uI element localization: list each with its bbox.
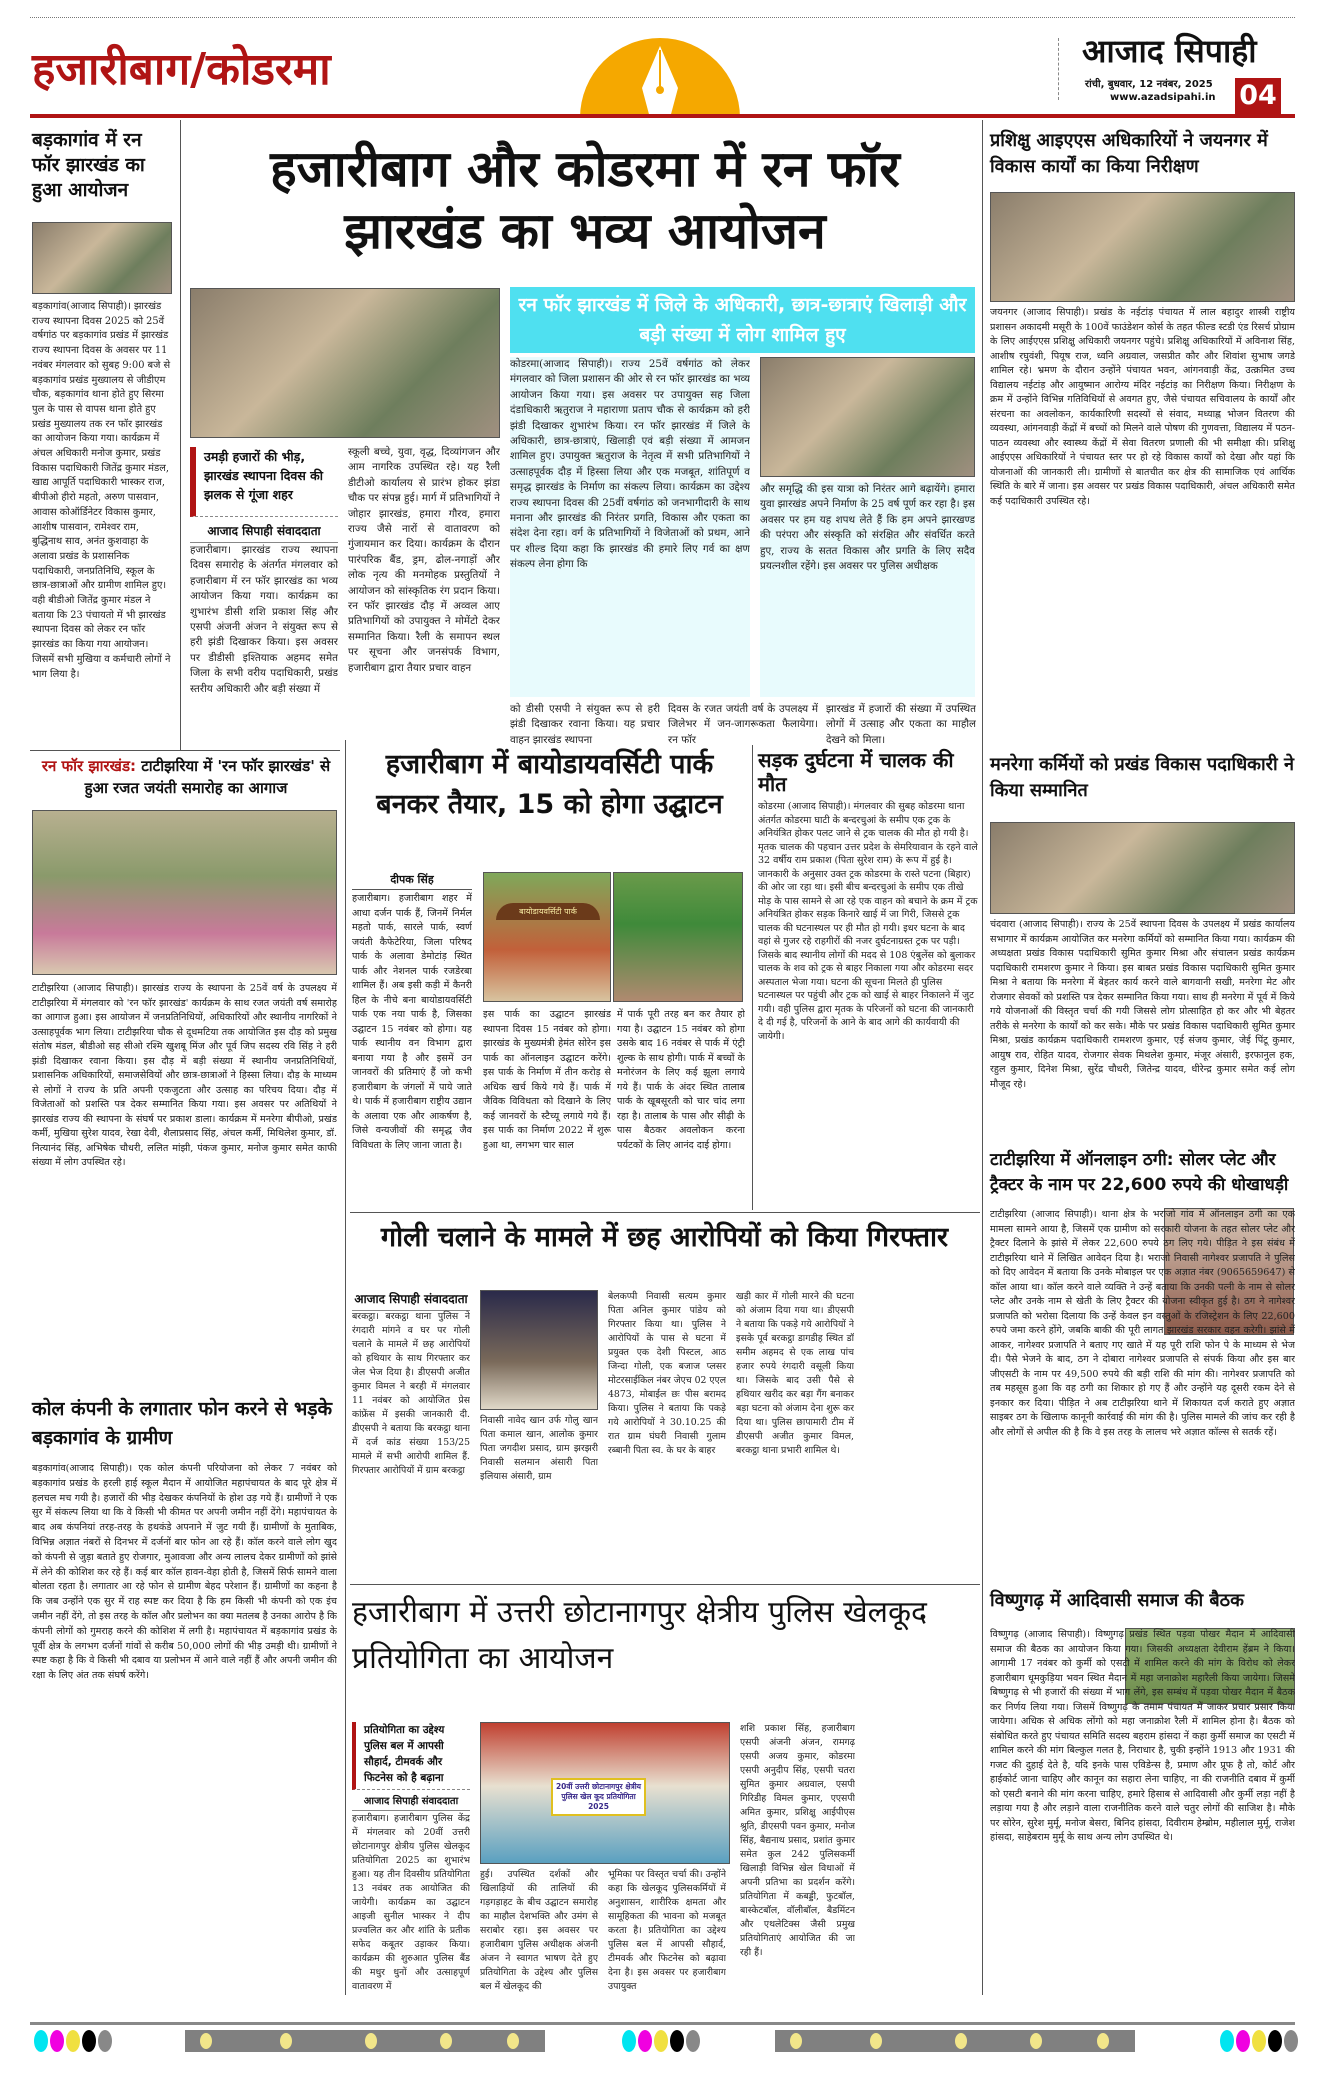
police-sports-pullquote: प्रतियोगिता का उद्देश्य पुलिस बल में आपसी सौहार्द, टीमवर्क और फिटनेस को है बढ़ाना (352, 1722, 470, 1790)
tatijhariya-run-title: टाटीझरिया में 'रन फॉर झारखंड' से हुआ रजत जयंती समारोह का आगाज (84, 757, 331, 797)
park-display-photo (613, 872, 743, 1002)
main-headline: हजारीबाग और कोडरमा में रन फॉर झारखंड का भव्य आयोजन (270, 140, 900, 260)
barkagaon-run-headline: बड़कागांव में रन फॉर झारखंड का हुआ आयोजन (32, 129, 145, 201)
color-registration-marks-center (622, 2030, 702, 2056)
mnrega-headline: मनरेगा कर्मियों को प्रखंड विकास पदाधिकारी ने किया सम्मानित (990, 754, 1294, 801)
tatijhariya-run-kicker: रन फॉर झारखंड: (41, 757, 136, 775)
adivasi-body: विष्णुगढ़ (आजाद सिपाही)। विष्णुगढ़ प्रखंड स्थित पड़वा पोखर मैदान में आदिवासी समाज की बैठक का आयोजन किया गया। जिसकी अध्यक्षता देवीराम हेंब्रम ने किया। आगामी 17 नवंबर को कुर्मी को एसटी में शामिल करने की मांग के विरोध को लेकर हजारीबाग धूमकुड़िया भवन स्थित मैदान में महा जनाक्रोश महारैली किया जायेगा। जिसमे बिष्णुगढ़ से भी हजारों की संख्या में भाग लेंगे, इस सम्बंध में पड़वा पोखर मैदान में बैठक कर निर्णय लिया गया। जिसमें विष्णुगढ़ के तमाम पंचायत में जाकर प्रचार प्रसार किया जायेगा। अधिक से अधिक लोंगो को महा जनाक्रोश रैली में शामिल होना है। बैठक को संबोधित करते हुए पंचायत समिति सदस्य बहराम हांसदा नें कहा कुर्मी समाज का एसटी में शामिल करने की मांग बिल्कुल गलत है, निराधार है, चुकी इन्होंने 1913 और 1931 की गजट की दुहाई देते है, यदि इनके पास एविडेन्स है, प्रमाण और प्रूफ है तो, कोर्ट और हाईकोर्ट जाना चाहिए और कानून का सहारा लेना चाहिए, ना की राजनीति दबाव में कुर्मी को एसटी बनाने की मांग करना चाहिए, हमारे हिसाब से आदिवासी और कुर्मी लड़ा नहीं है लड़ाया गया है और लड़ाने वाला राजनीतिक करने वाले चतुर लोगों की साजिश है। मौके पर सोरेन, सुरेश मुर्मू, मनोज बेसरा, बिनिद हांसदा, दिवीराम हेम्ब्रोम, महीलाल मुर्मू, राजेश हांसदा, साहेबराम मुर्मू के साथ अन्य लोग उपस्थित थे। (990, 1629, 1295, 1843)
kodarma-winners-photo (760, 357, 975, 477)
police-sports-col2: हुई। उपस्थित दर्शकों और खिलाड़ियों की तालियों की गड़गड़ाहट के बीच उद्घाटन समारोह का माहौल देशभक्ति और उमंग से सराबोर रहा। इस अवसर पर हजारीबाग पुलिस अधीक्षक अंजनी अंजन ने स्वागत भाषण देते हुए प्रतियोगिता के उद्देश्य और पुलिस बल में खेलकूद की (480, 1869, 598, 1992)
mnrega-body: चंदवारा (आजाद सिपाही)। राज्य के 25वें स्थापना दिवस के उपलक्ष्य में प्रखंड कार्यालय सभागार में कार्यक्रम आयोजित कर मनरेगा कर्मियों को सम्मानित किया गया। कार्यक्रम की अध्यक्षता प्रखंड विकास पदाधिकारी सुमित कुमार मिश्रा और संचालन प्रखंड कार्यक्रम पदाधिकारी रामशरण कुमार ने किया। इस बाबत प्रखंड विकास पदाधिकारी सुमित कुमार मिश्रा ने बताया कि मनरेगा में बेहतर कार्य करने वाले बागवानी सखी, मनरेगा मेट और रोजगार सेवकों को प्रशस्ति पत्र देकर सम्मानित किया गया। साथ ही मनरेगा में पूर्व में किये गये योजनाओं की विस्तृत चर्चा की गयी जिससे लोग प्रोत्साहित हो कर और भी बेहतर तरीके से मनरेगा के कार्यों को कर सके। मौके पर प्रखंड विकास पदाधिकारी सुमित कुमार मिश्रा, प्रखंड कार्यक्रम पदाधिकारी रामशरण कुमार, एई संजय कुमार, जेई पिंटू कुमार, आयुष राव, रोहित यादव, रोजगार सेवक मिथलेश कुमार, मंजूर अंसारी, इरफानुल हक, रहुल कुमार, दिनेश मिश्रा, सुरेंद्र चौधरी, जितेन्द्र यादव, धीरेन्द्र कुमार समेत कई लोग मौजूद रहे। (990, 919, 1295, 1090)
park-col1: हजारीबाग। हजारीबाग शहर में आधा दर्जन पार्क हैं, जिनमें निर्मल महतो पार्क, सारले पार्क, स्वर्ण जयंती कैफेटेरिया, जिला परिषद पार्क के अलावा डेमोटांड़ स्थित पार्क और नेशनल पार्क रजडेरबा शामिल हैं। अब इसी कड़ी में कैनरी हिल के नीचे बना बायोडायवर्सिटी पार्क एक नया पार्क है, जिसका उद्घाटन 15 नवंबर को होगा। यह पार्क स्थानीय वन विभाग द्वारा बनाया गया है और इसमें उन जानवरों की प्रतिमाएं हैं जो कभी हजारीबाग के जंगलों में पाये जाते थे। पार्क में हजारीबाग राष्ट्रीय उद्यान के अलावा एक और आकर्षण है, जिसे वन्यजीवों की समृद्ध जैव विविधता के लिए जाना जाता है। (352, 893, 472, 1151)
ias-body: जयनगर (आजाद सिपाही)। प्रखंड के नईटांड़ पंचायत में लाल बहादुर शास्त्री राष्ट्रीय प्रशासन अकादमी मसूरी के 100वें फाउंडेशन कोर्स के तहत फील्ड स्टडी एंड रिसर्च प्रोग्राम के लिए आईएएस प्रशिक्षु अधिकारी जयनगर पहुंचे। प्रशिक्षु अधिकारियों में अविनाश सिंह, आशीष रघुवंशी, पियूष राज, ध्वनि अग्रवाल, जसप्रीत कौर और शिवांश सुभाष जगडे शामिल रहे। भ्रमण के दौरान उन्होंने पंचायत भवन, आंगनवाड़ी केंद्र, उत्क्रमित उच्च विद्यालय नईटांड़ और आयुष्मान आरोग्य मंदिर नईटांड़ का निरीक्षण किया। निरीक्षण के क्रम में उन्होंने विभिन्न गतिविधियों से अवगत हुए, जैसे पंचायत सचिवालय के कार्यों और संरचना का अवलोकन, कार्यकारिणी सदस्यों से संवाद, मध्याह्न भोजन वितरण की व्यवस्था, आंगनवाड़ी केंद्रों में बच्चों को मिलने वाले पोषण की गुणवत्ता, विद्यालय में पठन-पाठन व्यवस्था और स्वास्थ्य केंद्रों में सेवा वितरण प्रणाली की भी समीक्षा की। प्रशिक्षु आईएएस अधिकारियों ने पंचायत स्तर पर हो रहे विकास कार्यों को देखा और यहां कि योजनाओं की जानकारी ली। ग्रामीणों से बातचीत कर क्षेत्र की सामाजिक एवं आर्थिक स्थिति के बारे में जाना। इस अवसर पर प्रखंड विकास पदाधिकारी, अंचल अधिकारी समेत कई पदाधिकारी उपस्थित रहे। (990, 307, 1295, 507)
barkagaon-run-photo (32, 222, 172, 294)
section-title: हजारीबाग/कोडरमा (32, 44, 331, 95)
pen-nib-icon (580, 38, 740, 118)
mnrega-photo (990, 822, 1295, 914)
accident-body: कोडरमा (आजाद सिपाही)। मंगलवार की सुबह कोडरमा थाना अंतर्गत कोडरमा घाटी के बन्दरचुआं के समीप एक ट्रक के अनियंत्रित होकर पलट जाने से ट्रक चालक की मौत हो गयी है। मृतक चालक की पहचान उत्तर प्रदेश के सेमरियावान के रहने वाले 32 वर्षीय राम प्रकाश (पिता सुरेश राम) के रूप में हुई है। जानकारी के अनुसार उक्त ट्रक कोडरमा के रास्ते पटना (बिहार) की ओर जा रहा था। इसी बीच बन्दरचुआं के समीप एक तीखे मोड़ के पास सामने से आ रहे एक वाहन को बचाने के क्रम में ट्रक अनियंत्रित होकर सड़क किनारे खाई में जा गिरी, जिससे ट्रक चालक की घटनास्थल पर ही मौत हो गयी। इधर घटना के बाद वहां से गुजर रहे राहगीरों की नजर दुर्घटनाग्रस्त ट्रक पर पड़ी। जिसके बाद स्थानीय लोगों की मदद से 108 एंबुलेंस को बुलाकर चालक के शव को ट्रक से बाहर निकाला गया और कोडरमा सदर अस्पताल भेजा गया। घटना की सूचना मिलते ही पुलिस घटनास्थल पर पहुंची और ट्रक को खाई से बाहर निकालने में जुट गयी। वही पुलिस द्वारा मृतक के परिजनों को घटना की जानकारी दे दी गई है, परिजनों के आने के बाद आगे की कार्यवायी की जायेगी। (758, 801, 978, 1042)
adivasi-headline: विष्णुगढ़ में आदिवासी समाज की बैठक (990, 1590, 1244, 1611)
police-sports-photo (480, 1722, 730, 1864)
park-col2: इस पार्क का उद्घाटन झारखंड स्थापना दिवस 15 नवंबर को होगा। झारखंड के मुख्यमंत्री हेमंत सोरेन इस पार्क का ऑनलाइन उद्घाटन करेंगे। इस पार्क के निर्माण में तीन करोड़ से अधिक खर्च किये गये हैं। पार्क में जैविक विविधता को दिखाने के लिए कई जानवरों के स्टैच्यू लगाये गये हैं। इस पार्क का निर्माण 2022 में शुरू हुआ था, लगभग चार साल (483, 1009, 611, 1151)
police-sports-banner: 20वीं उत्तरी छोटानागपुर क्षेत्रीय पुलिस खेल कूद प्रतियोगिता 2025 (551, 1778, 646, 1816)
kodarma-col2: और समृद्धि की इस यात्रा को निरंतर आगे बढ़ायेंगे। हमारा युवा झारखंड अपने निर्माण के 25 वर्ष पूर्ण कर रहा है। इस अवसर पर हम यह शपथ लेते हैं कि हम अपने झारखण्ड की परंपरा और संस्कृति को संरक्षित और संवर्धित करते हुए, राज्य के सतत विकास और प्रगति के लिए सदैव प्रयत्नशील रहेंगे। इस अवसर पर पुलिस अधीक्षक (760, 482, 975, 697)
main-story-tail3: झारखंड में हजारों की संख्या में उपस्थित लोगों में उत्साह और एकता का माहौल देखने को मिला। (826, 703, 976, 746)
arrest-headline: गोली चलाने के मामले में छह आरोपियों को किया गिरफ्तार (380, 1222, 949, 1253)
main-story-subhead: रन फॉर झारखंड में जिले के अधिकारी, छात्र-छात्राएं खिलाड़ी और बड़ी संख्या में लोग शामिल हुए (510, 287, 975, 353)
police-sports-headline: हजारीबाग में उत्तरी छोटानागपुर क्षेत्रीय पुलिस खेलकूद प्रतियोगिता का आयोजन (352, 1595, 927, 1676)
park-sign: बायोडायवर्सिटी पार्क (496, 903, 600, 920)
pen-nib-logo (580, 38, 740, 118)
park-col3: में पार्क पूरी तरह बन कर तैयार हो गया है। उद्घाटन 15 नवंबर को होगा उसके बाद 16 नवंबर से पार्क में एंट्री शुल्क के साथ होगी। पार्क में बच्चों के मनोरंजन के लिए कई झूला लगाये गये हैं। पार्क के अंदर स्थित तालाब पार्क के खूबसूरती को चार चांद लगा रहा है। तालाब के पास और सीढ़ी के पास बैठकर अवलोकन करना पर्यटकों के लिए आनंद दाई होगा। (617, 1009, 745, 1151)
coal-body: बड़कागांव(आजाद सिपाही)। एक कोल कंपनी परियोजना को लेकर 7 नवंबर को बड़कागांव प्रखंड के हरली हाई स्कूल मैदान में आयोजित महापंचायत के बाद पूरे क्षेत्र में हलचल मच गयी है। हजारों की भीड़ देखकर कंपनियों के होश उड़ गये हैं। ग्रामीणों ने एक सुर में संकल्प लिया था कि वे किसी भी कीमत पर अपनी जमीन नहीं देंगे। महापंचायत के बाद अब कंपनियां तरह-तरह के हथकंडे अपनाने में जुट गयी हैं। ग्रामीणों के मुताबिक, विभिन्न अज्ञात नंबरों से दिनभर में दर्जनों बार फोन आ रहे हैं। कॉल करने वाले लोग खुद को कंपनी से जुड़ा बताते हुए रोजगार, मुआवजा और अन्य लालच देकर ग्रामीणों को झांसे में लेने की कोशिश कर रहे हैं। कई बार कॉल हावन-वेहा होती है, जिसमें सिर्फ सामने वाला बोलता रहता है। लगातार आ रहे फोन से ग्रामीण बेहद परेशान हैं। ग्रामीणों का कहना है कि जब उन्होंने एक सुर में राह स्पष्ट कर दिया है कि हम किसी भी कंपनी को एक इंच जमीन नहीं देंगे, तो इस तरह के कॉल और प्रलोभन का क्या मतलब है उनका आरोप है कि कंपनी लोगों को गुमराह करने की कोशिश में लगी है। महापंचायत में बड़कागांव प्रखंड के पूर्वी क्षेत्र के लगभग दर्जनों गांवों से करीब 50,000 लोगों की भीड़ उमड़ी थी। ग्रामीणों ने स्पष्ट कहा है कि वे किसी भी दबाव या प्रलोभन में आने वाले नहीं हैं और अपनी जमीन की रक्षा के लिए अंत तक संघर्ष करेंगे। (32, 1463, 337, 1682)
tatijhariya-run-headline (32, 755, 340, 799)
arrest-col1: बरकट्ठा। बरकट्ठा थाना पुलिस ने रंगदारी मांगने व घर पर गोली चलाने के मामले में छह आरोपियों को हथियार के साथ गिरफ्तार कर जेल भेज दिया है। डीएसपी अजीत कुमार विमल ने बरही में मंगलवार 11 नवंबर को आयोजित प्रेस कांफ्रेंस में इसकी जानकारी दी. डीएसपी ने बताया कि बरकट्ठा थाना में दर्ज कांड संख्या 153/25 मामले में सभी आरोपी शामिल हैं. गिरफ्तार आरोपियों में ग्राम बरकट्ठा (352, 1311, 470, 1476)
main-story-tail1: को डीसी एसपी ने संयुक्त रूप से हरी झंडी दिखाकर रवाना किया। यह प्रचार वाहन झारखंड स्थापना (510, 703, 660, 746)
tatijhariya-run-photo (32, 810, 337, 975)
arrest-col3: बेलकप्पी निवासी सत्यम कुमार पिता अनिल कुमार पांडेय को गिरफ्तार किया था। पुलिस ने आरोपियों के पास से घटना में प्रयुक्त एक देशी पिस्टल, आठ जिन्दा गोली, एक बजाज प्लसर मोटरसाईकिल नंबर जेएच 02 एएल 4873, मोबाईल छः पीस बरामद किया। पुलिस ने बताया कि पकड़े गये आरोपियों ने 30.10.25 की रात ग्राम घंघरी निवासी गुलाम रब्बानी पिता स्व. के घर के बाहर (608, 1291, 726, 1456)
dateline: रांची, बुधवार, 12 नवंबर, 2025 (1085, 79, 1213, 90)
website: www.azadsipahi.in (1110, 92, 1216, 103)
ias-photo (990, 192, 1295, 302)
park-gate-photo (483, 872, 611, 1002)
barkagaon-run-body: बड़कागांव(आजाद सिपाही)। झारखंड राज्य स्थापना दिवस 2025 को 25वें वर्षगांठ पर बड़कागांव प्रखंड में झारखंड राज्य स्थापना दिवस के अवसर पर 11 नवंबर मंगलवार को सुबह 9:00 बजे से बड़कागांव प्रखंड मुख्यालय से जीडीएम चौक, बड़कागांव थाना होते हुए सिरमा पुल के पास से वापस थाना होते हुए प्रखंड मुख्यालय तक रन फॉर झारखंड का आयोजन किया गया। कार्यक्रम में अंचल अधिकारी मनोज कुमार, प्रखंड विकास पदाधिकारी जितेंद्र कुमार मंडल, खाद्य आपूर्ति पदाधिकारी भास्कर राज, बीपीओ हीरो महतो, अरुण पासवान, आवास कोऑर्डिनेटर विकास कुमार, आशीष पासवान, रामेश्वर राम, बुद्धिनाथ साव, अनंत कुशवाहा के अलावा प्रखंड के प्रशासनिक पदाधिकारी, जनप्रतिनिधि, स्कूल के छात्र-छात्राओं और ग्रामीण शामिल हुए। वही बीडीओ जितेंद्र कुमार मंडल ने बताया कि 23 पंचायतो में भी झारखंड स्थापना दिवस को लेकर रन फॉर झारखंड का किया गया आयोजन। जिसमें सभी मुखिया व कर्मचारी लोगों ने भाग लिया है। (32, 301, 171, 680)
arrest-byline: आजाद सिपाही संवाददाता (352, 1290, 470, 1311)
police-sports-col3: भूमिका पर विस्तृत चर्चा की। उन्होंने कहा कि खेलकूद पुलिसकर्मियों में अनुशासन, शारीरिक क्षमता और सामूहिकता की भावना को मजबूत करता है। प्रतियोगिता का उद्देश्य पुलिस बल में आपसी सौहार्द, टीमवर्क और फिटनेस को बढ़ावा देना है। इस अवसर पर हजारीबाग उपायुक्त (608, 1869, 726, 1992)
park-headline: हजारीबाग में बायोडायवर्सिटी पार्क बनकर तैयार, 15 को होगा उद्घाटन (376, 749, 723, 820)
kodarma-col1: कोडरमा(आजाद सिपाही)। राज्य 25वें वर्षगांठ को लेकर मंगलवार को जिला प्रशासन की ओर से रन फॉर झारखंड का भव्य आयोजन किया गया। इस अवसर पर उपायुक्त सह जिला दंडाधिकारी ऋतुराज ने महाराणा प्रताप चौक से कार्यक्रम को हरी झंडी दिखाकर शुभारंभ किया। रन फॉर झारखंड में जिले के अधिकारी, छात्र-छात्राएं, खिलाड़ी एवं बड़ी संख्या में आमजन शामिल हुए। उपायुक्त ऋतुराज के नेतृत्व में सभी प्रतिभागियों ने उत्साहपूर्वक दौड़ में हिस्सा लिया और एक मजबूत, शांतिपूर्ण व समृद्ध झारखंड के निर्माण का संकल्प लिया। कार्यक्रम का उद्देश्य राज्य स्थापना दिवस की 25वीं वर्षगांठ को जनभागीदारी के साथ मनाना और झारखंड की निरंतर प्रगति, विकास और एकता का संदेश देना रहा। वर्ग के प्रतिभागियों ने विजेताओं को प्रथम, आने पर शील्ड दिया कहा कि झारखंड की हमारे लिए गर्व का क्षण संकल्प लेना होगा कि (510, 357, 750, 697)
main-story-tail2: दिवस के रजत जयंती वर्ष के उपलक्ष्य में जिलेभर में जन-जागरूकता फैलायेगा। रन फॉर (668, 703, 818, 746)
fraud-body: टाटीझरिया (आजाद सिपाही)। थाना क्षेत्र के भराजो गांव में ऑनलाइन ठगी का एक मामला सामने आया है, जिसमें एक ग्रामीण को सरकारी योजना के तहत सोलर प्लेट और ट्रैक्टर दिलाने के झांसे में लेकर 22,600 रुपये ठग लिए गये। पीड़ित ने इस संबंध में टाटीझरिया थाने में लिखित आवेदन दिया है। भराजो निवासी नागेश्वर प्रजापति ने पुलिस को दिए आवेदन में बताया कि उनके मोबाइल पर एक अज्ञात नंबर (9065659647) से कॉल आया था। कॉल करने वाले व्यक्ति ने उन्हें बताया कि उनकी पत्नी के नाम से सोलर प्लेट और उनके नाम से खेती के लिए ट्रैक्टर की योजना स्वीकृत हुई है। ठग ने नागेश्वर प्रजापति को भरोसा दिलाया कि उन्हें केवल इन वस्तुओं के रजिस्ट्रेशन के लिए 22,600 रुपये जमा करने होंगे, जबकि बाकी की पूरी लागत झारखंड सरकार वहन करेगी। झांसे में आकर, नागेश्वर प्रजापति ने बताए गए खाते में यह पूरी राशि फोन पे के माध्यम से भेज दी। पैसे भेजने के बाद, ठग ने दोबारा नागेश्वर प्रजापति से संपर्क किया और इस बार जीएसटी के नाम पर 49,500 रुपये की बड़ी राशि की मांग की। नागेश्वर प्रजापति को तब महसूस हुआ कि वह ठगी का शिकार हो गए हैं और उन्होंने यह दूसरी रकम देने से इनकार कर दिया। पीड़ित ने अब टाटीझरिया थाने में शिकायत दर्ज कराते हुए अज्ञात साइबर ठग के खिलाफ कानूनी कार्रवाई की मांग की है। पुलिस मामले की जांच कर रही है और लोगों से अपील की है कि वे इस तरह के लालच भरे अज्ञात कॉल्स से सतर्क रहें। (990, 1209, 1295, 1438)
main-story-byline: आजाद सिपाही संवाददाता (190, 522, 338, 543)
registration-bar-right (775, 2030, 1135, 2052)
park-author: दीपक सिंह (352, 872, 472, 890)
ias-headline: प्रशिक्षु आइएएस अधिकारियों ने जयनगर में विकास कार्यों का किया निरीक्षण (990, 130, 1268, 177)
page-number: 04 (1235, 78, 1281, 114)
tatijhariya-run-body: टाटीझरिया (आजाद सिपाही)। झारखंड राज्य के स्थापना के 25वें वर्ष के उपलक्ष्य में टाटीझरिया में मंगलवार को 'रन फॉर झारखंड' कार्यक्रम के साथ रजत जयंती वर्ष समारोह का आगाज हुआ। इस आयोजन में जनप्रतिनिधियों, अधिकारियों और स्थानीय नागरिकों ने उत्साहपूर्वक भाग लिया। टाटीझरिया चौक से दूधमटिया तक आयोजित इस दौड़ को प्रमुख संतोष मंडल, बीडीओ सह सीओ रश्मि खुशबू मिंज और पूर्व जिप सदस्य रवि सिंह ने हरी झंडी दिखाकर रवाना किया। इस दौड़ में बड़ी संख्या में स्थानीय जनप्रतिनिधियों, प्रशासनिक अधिकारियों, समाजसेवियों और छात्र-छात्राओं ने हिस्सा लिया। दौड़ के माध्यम से लोगों ने राज्य के प्रति अपनी एकजुटता और उत्साह का परिचय दिया। दौड़ में विजेताओं को प्रशस्ति पत्र देकर सम्मानित किया गया। इस अवसर पर अतिथियों ने झारखंड राज्य की स्थापना के संघर्ष पर प्रकाश डाला। कार्यक्रम में मनरेगा बीपीओ, प्रखंड कर्मी, मुखिया सुरेश यादव, रेखा देवी, शैलाप्रसाद सिंह, अंचल कर्मी, मिथिलेश कुमार, डॉ. नित्यानंद सिंह, अभिषेक चौधरी, ललित मांझी, पंकज कुमार, मनोज कुमार समेत काफी संख्या में लोग उपस्थित रहे। (32, 983, 337, 1168)
coal-headline: कोल कंपनी के लगातार फोन करने से भड़के बड़कागांव के ग्रामीण (32, 1398, 333, 1449)
color-registration-marks-left (34, 2030, 114, 2056)
fraud-headline: टाटीझरिया में ऑनलाइन ठगी: सोलर प्लेट और ट्रैक्टर के नाम पर 22,600 रुपये की धोखाधड़ी (990, 1150, 1289, 1195)
arrest-col4: खड़ी कार में गोली मारने की घटना को अंजाम दिया गया था। डीएसपी ने बताया कि पकड़े गये आरोपियों ने इसके पूर्व बरकट्ठा डागडीह स्थित डॉ समीम अहमद से एक लाख पांच हजार रुपये रंगदारी वसूली किया था। जिसके बाद उसी पैसे से हथियार खरीद कर बड़ा गैंग बनाकर बड़ा घटना को अंजाम देना शुरू कर दिया था। पुलिस छापामारी टीम में डीएसपी अजीत कुमार विमल, बरकट्ठा थाना प्रभारी शामिल थे। (736, 1291, 854, 1456)
police-sports-col4: शशि प्रकाश सिंह, हजारीबाग एसपी अंजनी अंजन, रामगढ़ एसपी अजय कुमार, कोडरमा एसपी अनुदीप सिंह, एसपी चतरा सुमित कुमार अग्रवाल, एसपी गिरिडीह विमल कुमार, एएसपी अमित कुमार, प्रशिक्षु आईपीएस श्रुति, डीएसपी पवन कुमार, मनोज सिंह, बैद्यनाथ प्रसाद, प्रशांत कुमार समेत कुल 242 पुलिसकर्मी खिलाड़ी विभिन्न खेल विधाओं में अपनी प्रतिभा का प्रदर्शन करेंगे। प्रतियोगिता में कबड्डी, फुटबॉल, बास्केटबॉल, वॉलीबॉल, बैडमिंटन और एथलेटिक्स जैसी प्रमुख प्रतियोगिताएं आयोजित की जा रही हैं। (740, 1723, 855, 1958)
paper-name: आजाद सिपाही (1082, 32, 1257, 70)
main-story-pullquote: उमड़ी हजारों की भीड़, झारखंड स्थापना दिवस की झलक से गूंजा शहर (190, 447, 338, 517)
arrest-press-photo (480, 1290, 598, 1410)
main-story-photo (190, 288, 500, 438)
accident-headline: सड़क दुर्घटना में चालक की मौत (758, 748, 954, 796)
main-story-col1: हजारीबाग। झारखंड राज्य स्थापना दिवस समारोह के अंतर्गत मंगलवार को हजारीबाग में रन फॉर झारखंड का भव्य आयोजन किया गया। कार्यक्रम का शुभारंभ डीसी शशि प्रकाश सिंह और एसपी अंजनी अंजन ने संयुक्त रूप से हरी झंडी दिखाकर किया। इस अवसर पर डीडीसी इश्तियाक अहमद समेत जिला के सभी वरीय पदाधिकारी, प्रखंड स्तरीय अधिकारी और बड़ी संख्या में (190, 544, 338, 695)
arrest-col2: निवासी नावेद खान उर्फ गोलु खान पिता कमाल खान, आलोक कुमार पिता जगदीश प्रसाद, ग्राम झरझरी निवासी सलमान अंसारी पिता इलियास अंसारी, ग्राम (480, 1415, 598, 1482)
police-sports-col1: हजारीबाग। हजारीबाग पुलिस केंद्र में मंगलवार को 20वीं उत्तरी छोटानागपुर क्षेत्रीय पुलिस खेलकूद प्रतियोगिता 2025 का शुभारंभ हुआ। यह तीन दिवसीय प्रतियोगिता 13 नवंबर तक आयोजित की जायेगी। कार्यक्रम का उद्घाटन आइजी सुनील भास्कर ने दीप प्रज्वलित कर और शांति के प्रतीक सफेद कबूतर उड़ाकर किया। कार्यक्रम की शुरुआत पुलिस बैंड की मधुर धुनों और उत्साहपूर्ण वातावरण में (352, 1813, 470, 1992)
color-registration-marks-right (1220, 2030, 1300, 2056)
main-story-col2: स्कूली बच्चे, युवा, वृद्ध, दिव्यांगजन और आम नागरिक उपस्थित रहे। यह रैली डीटीओ कार्यालय से प्रारंभ होकर झंडा चौक पर संपन्न हुई। मार्ग में प्रतिभागियों ने जोहार झारखंड, हमारा गौरव, हमारा राज्य जैसे नारों से वातावरण को गुंजायमान कर दिया। कार्यक्रम के दौरान पारंपरिक बैंड, ड्रम, ढोल-नगाड़ों और लोक नृत्य की मनमोहक प्रस्तुतियों ने आयोजन को सांस्कृतिक रंग प्रदान किया। रन फॉर झारखंड दौड़ में अव्वल आए प्रतिभागियों को उपायुक्त ने मोमेंटो देकर सम्मानित किया। रैली के समापन स्थल पर सूचना और जनसंपर्क विभाग, हजारीबाग द्वारा तैयार प्रचार वाहन (348, 446, 500, 674)
registration-bar-left (185, 2030, 545, 2052)
police-sports-byline: आजाद सिपाही संवाददाता (352, 1793, 470, 1811)
